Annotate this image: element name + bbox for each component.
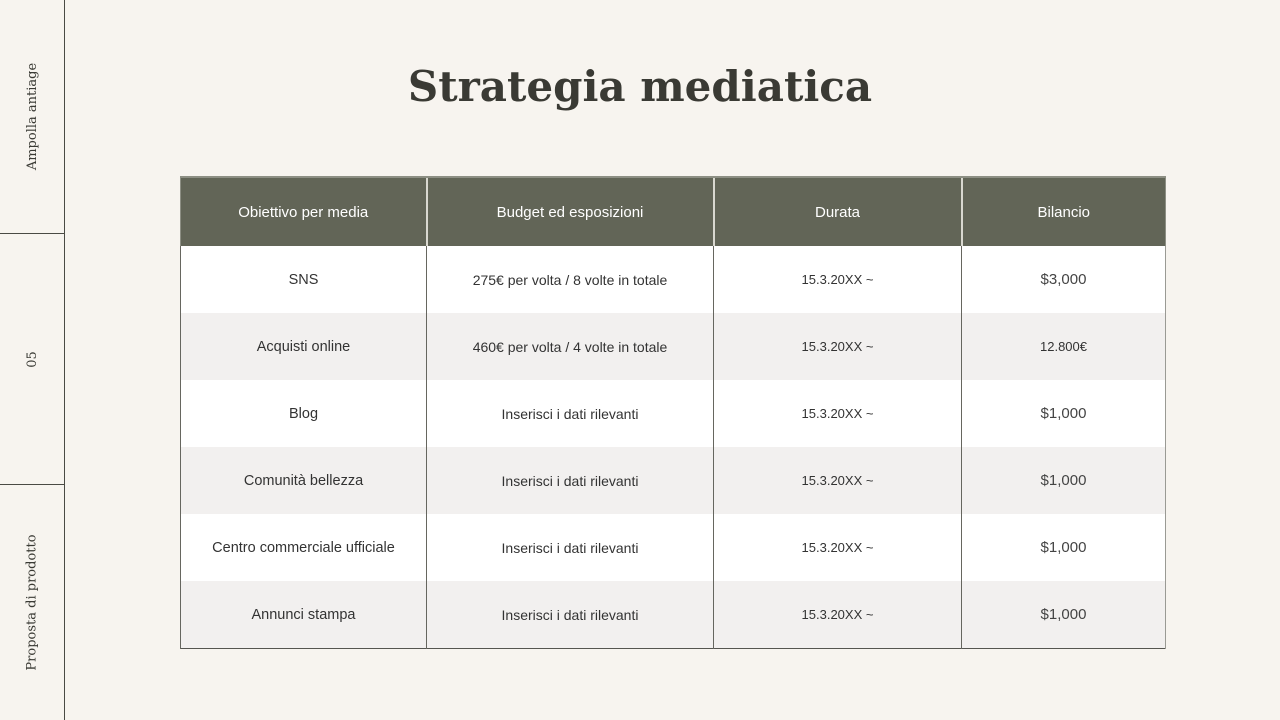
balance-cell: $1,000 [962, 380, 1166, 447]
budget-cell: Inserisci i dati rilevanti [427, 581, 714, 649]
table-row [181, 313, 1166, 380]
media-strategy-table [180, 176, 1166, 649]
column-header-balance: Bilancio [962, 177, 1166, 246]
table-row [181, 514, 1166, 581]
balance-cell: $3,000 [962, 246, 1166, 313]
budget-cell: 460€ per volta / 4 volte in totale [427, 313, 714, 380]
column-header-budget: Budget ed esposizioni [427, 177, 714, 246]
product-name-label: Ampolla antiage [25, 62, 40, 171]
table-row [181, 246, 1166, 313]
duration-cell: 15.3.20XX ~ [714, 514, 962, 581]
objective-cell: Annunci stampa [181, 581, 427, 649]
column-header-objective: Obiettivo per media [181, 177, 427, 246]
budget-cell: Inserisci i dati rilevanti [427, 514, 714, 581]
objective-cell: Blog [181, 380, 427, 447]
duration-cell: 15.3.20XX ~ [714, 581, 962, 649]
balance-cell: $1,000 [962, 447, 1166, 514]
duration-cell: 15.3.20XX ~ [714, 447, 962, 514]
objective-cell: Centro commerciale ufficiale [181, 514, 427, 581]
section-name-label: Proposta di prodotto [25, 534, 40, 671]
duration-cell: 15.3.20XX ~ [714, 380, 962, 447]
objective-cell: SNS [181, 246, 427, 313]
budget-cell: Inserisci i dati rilevanti [427, 447, 714, 514]
table-row [181, 581, 1166, 649]
objective-cell: Acquisti online [181, 313, 427, 380]
budget-cell: Inserisci i dati rilevanti [427, 380, 714, 447]
duration-cell: 15.3.20XX ~ [714, 313, 962, 380]
table-row [181, 447, 1166, 514]
page-title: Strategia mediatica [407, 62, 873, 111]
sidebar-section-bottom [0, 485, 65, 720]
duration-cell: 15.3.20XX ~ [714, 246, 962, 313]
sidebar-section-top [0, 0, 65, 234]
balance-cell: 12.800€ [962, 313, 1166, 380]
sidebar-section-middle [0, 234, 65, 485]
table-header-row [181, 177, 1166, 246]
balance-cell: $1,000 [962, 581, 1166, 649]
column-header-duration: Durata [714, 177, 962, 246]
page-number-label: 05 [24, 350, 40, 368]
balance-cell: $1,000 [962, 514, 1166, 581]
table-row [181, 380, 1166, 447]
budget-cell: 275€ per volta / 8 volte in totale [427, 246, 714, 313]
objective-cell: Comunità bellezza [181, 447, 427, 514]
